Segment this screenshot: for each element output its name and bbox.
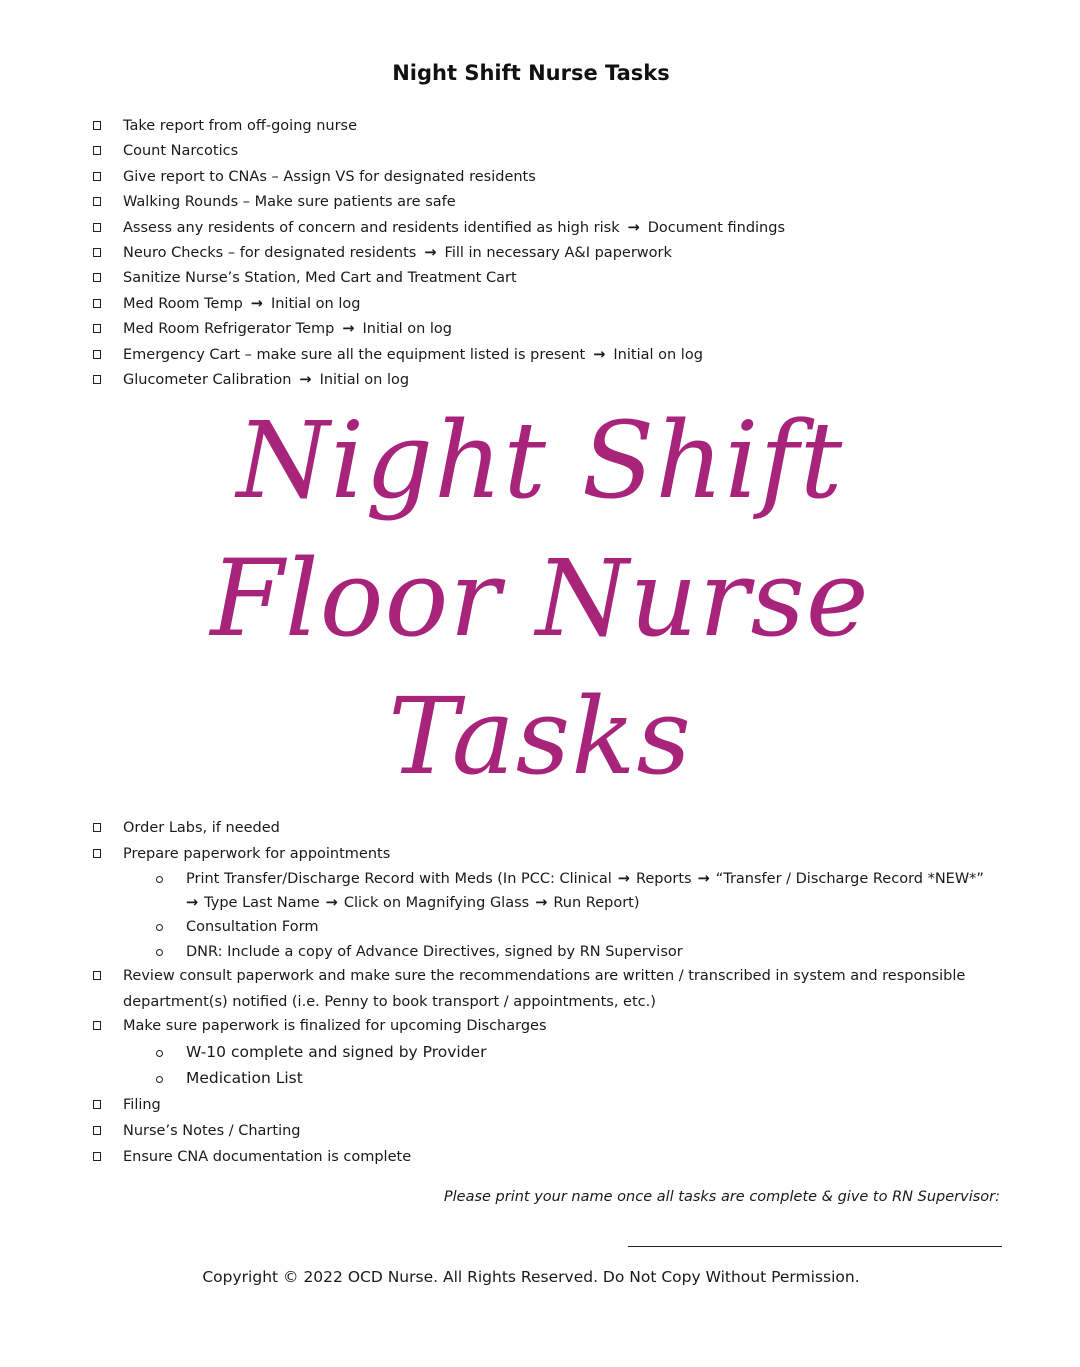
sub-task-text: W-10 complete and signed by Provider bbox=[186, 1043, 487, 1061]
checkbox-icon[interactable] bbox=[93, 971, 101, 980]
watermark-line-3: Tasks bbox=[388, 675, 692, 798]
arrow-right-icon: → bbox=[617, 871, 630, 887]
task-text: Neuro Checks – for designated residents → Fill in necessary A&I paperwork bbox=[123, 245, 672, 261]
arrow-right-icon: → bbox=[593, 347, 606, 363]
task-text: Emergency Cart – make sure all the equipment listed is present → Initial on log bbox=[123, 347, 703, 363]
task-text: Make sure paperwork is finalized for upcoming Discharges bbox=[123, 1018, 547, 1034]
task-text: Nurse’s Notes / Charting bbox=[123, 1123, 301, 1139]
sub-task-text: Consultation Form bbox=[186, 919, 319, 935]
checkbox-icon[interactable] bbox=[93, 223, 101, 232]
task-text: Order Labs, if needed bbox=[123, 820, 280, 836]
checkbox-icon[interactable] bbox=[93, 1100, 101, 1109]
task-text: Med Room Refrigerator Temp → Initial on log bbox=[123, 321, 452, 337]
task-text: Prepare paperwork for appointments bbox=[123, 846, 391, 862]
checkbox-icon[interactable] bbox=[93, 121, 101, 130]
task-text: Take report from off-going nurse bbox=[123, 118, 358, 134]
task-text: Ensure CNA documentation is complete bbox=[123, 1149, 412, 1165]
arrow-right-icon: → bbox=[627, 220, 640, 236]
signature-line[interactable] bbox=[628, 1246, 1002, 1247]
task-text: Filing bbox=[123, 1097, 161, 1113]
page-title: Night Shift Nurse Tasks bbox=[392, 61, 670, 85]
arrow-right-icon: → bbox=[250, 296, 263, 312]
checkbox-icon[interactable] bbox=[93, 197, 101, 206]
arrow-right-icon: → bbox=[342, 321, 355, 337]
checkbox-icon[interactable] bbox=[93, 849, 101, 858]
circle-bullet-icon bbox=[156, 1076, 163, 1083]
arrow-right-icon: → bbox=[299, 372, 312, 388]
task-text: Assess any residents of concern and residents identified as high risk → Document findings bbox=[123, 220, 785, 236]
task-text: Sanitize Nurse’s Station, Med Cart and Treatment Cart bbox=[123, 270, 517, 286]
task-text: Med Room Temp → Initial on log bbox=[123, 296, 361, 312]
checkbox-icon[interactable] bbox=[93, 1152, 101, 1161]
copyright-notice: Copyright © 2022 OCD Nurse. All Rights Reserved. Do Not Copy Without Permission. bbox=[202, 1268, 860, 1286]
task-text: Count Narcotics bbox=[123, 143, 239, 159]
arrow-right-icon: → bbox=[535, 895, 548, 911]
task-text: Review consult paperwork and make sure the recommendations are written / transcribed in system and responsible bbox=[123, 968, 966, 984]
checkbox-icon[interactable] bbox=[93, 299, 101, 308]
checkbox-icon[interactable] bbox=[93, 823, 101, 832]
checkbox-icon[interactable] bbox=[93, 1021, 101, 1030]
checkbox-icon[interactable] bbox=[93, 1126, 101, 1135]
checkbox-icon[interactable] bbox=[93, 375, 101, 384]
circle-bullet-icon bbox=[156, 949, 163, 956]
checkbox-icon[interactable] bbox=[93, 324, 101, 333]
checkbox-icon[interactable] bbox=[93, 273, 101, 282]
circle-bullet-icon bbox=[156, 876, 163, 883]
task-text: Glucometer Calibration → Initial on log bbox=[123, 372, 410, 388]
sub-task-text: DNR: Include a copy of Advance Directives, signed by RN Supervisor bbox=[186, 944, 683, 960]
watermark-line-2: Floor Nurse bbox=[210, 537, 870, 660]
arrow-right-icon: → bbox=[424, 245, 437, 261]
circle-bullet-icon bbox=[156, 1050, 163, 1057]
watermark-title bbox=[0, 392, 1080, 806]
arrow-right-icon: → bbox=[186, 895, 199, 911]
watermark-line-1: Night Shift bbox=[236, 399, 844, 522]
sub-task-text: Print Transfer/Discharge Record with Meds (In PCC: Clinical → Reports → “Transfer / Discharge Record *NEW*” bbox=[186, 871, 984, 887]
checkbox-icon[interactable] bbox=[93, 350, 101, 359]
checkbox-icon[interactable] bbox=[93, 146, 101, 155]
arrow-right-icon: → bbox=[697, 871, 710, 887]
checkbox-icon[interactable] bbox=[93, 172, 101, 181]
circle-bullet-icon bbox=[156, 924, 163, 931]
checkbox-icon[interactable] bbox=[93, 248, 101, 257]
arrow-right-icon: → bbox=[325, 895, 338, 911]
sub-task-text: Medication List bbox=[186, 1069, 303, 1087]
sub-task-text: → Type Last Name → Click on Magnifying Glass → Run Report) bbox=[186, 895, 640, 911]
task-text: Give report to CNAs – Assign VS for designated residents bbox=[123, 169, 536, 185]
print-name-prompt: Please print your name once all tasks are complete & give to RN Supervisor: bbox=[443, 1189, 1000, 1205]
task-text: Walking Rounds – Make sure patients are safe bbox=[123, 194, 456, 210]
task-text: department(s) notified (i.e. Penny to book transport / appointments, etc.) bbox=[123, 994, 656, 1010]
